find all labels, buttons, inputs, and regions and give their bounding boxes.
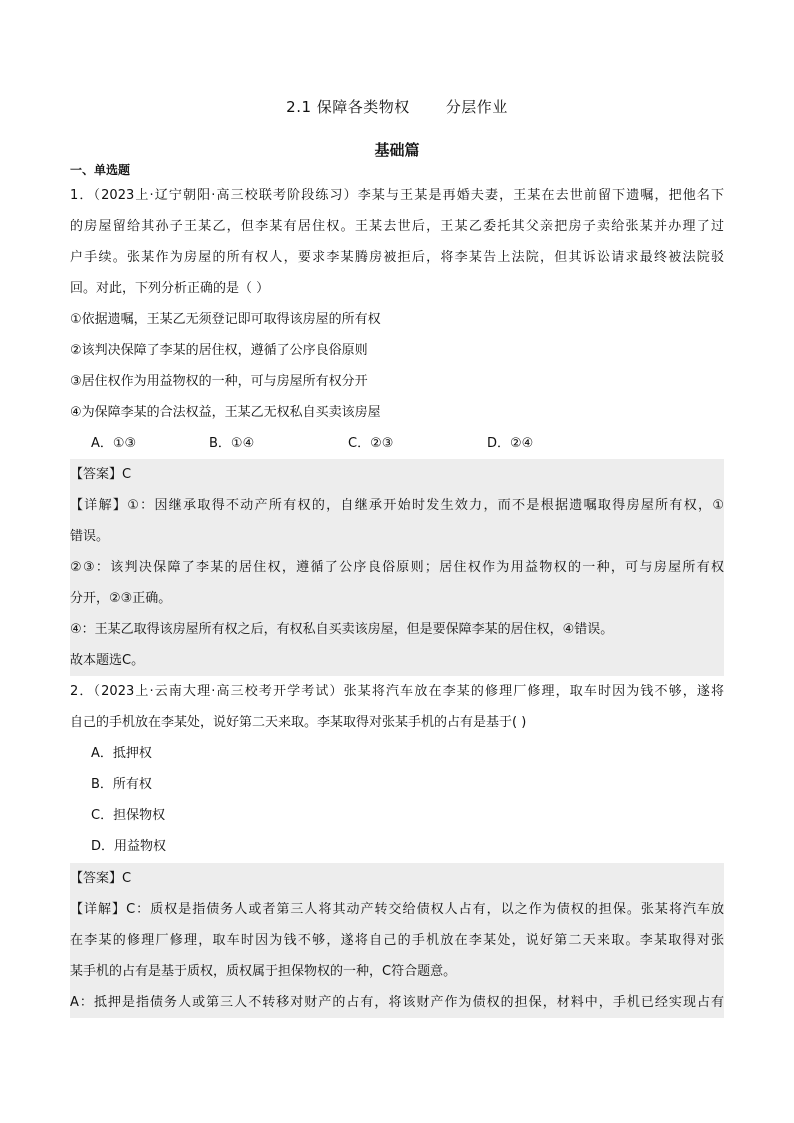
option-a: A．抵押权 xyxy=(91,746,152,761)
answer-detail-line: ④：王某乙取得该房屋所有权之后，有权私自买卖该房屋，但是要保障李某的居住权，④错误。 xyxy=(70,622,614,637)
statement-2: ②该判决保障了李某的居住权，遵循了公序良俗原则 xyxy=(70,343,368,358)
answer-detail-line: ②③：该判决保障了李某的居住权，遵循了公序良俗原则；居住权作为用益物权的一种，可与房屋所有权 xyxy=(70,560,724,575)
question-1-line: 户手续。张某作为房屋的所有权人，要求李某腾房被拒后，将李某告上法院，但其诉讼请求最终被法院驳 xyxy=(70,250,724,265)
question-1-line: 1．（2023上·辽宁朝阳·高三校联考阶段练习）李某与王某是再婚夫妻，王某在去世前留下遗嘱，把他名下 xyxy=(70,188,724,203)
section-heading: 一、单选题 xyxy=(70,163,131,177)
title-main: 2.1 保障各类物权 xyxy=(286,98,410,116)
question-1-line: 的房屋留给其孙子王某乙，但李某有居住权。王某去世后，王某乙委托其父亲把房子卖给张某并办理了过 xyxy=(70,219,724,234)
answer-detail-line: 【详解】C：质权是指债务人或者第三人将其动产转交给债权人占有，以之作为债权的担保。张某将汽车放 xyxy=(70,902,724,917)
option-b: B．所有权 xyxy=(91,777,152,792)
answer-detail-line: 某手机的占有是基于质权，质权属于担保物权的一种，C符合题意。 xyxy=(70,964,457,979)
answer-1 xyxy=(70,459,724,676)
answer-detail-line: 分开，②③正确。 xyxy=(70,591,172,606)
answer-key: 【答案】C xyxy=(70,467,132,482)
answer-detail-line: 错误。 xyxy=(70,529,110,544)
question-2-line: 2．（2023上·云南大理·高三校考开学考试）张某将汽车放在李某的修理厂修理，取车时因为钱不够，遂将 xyxy=(70,684,724,699)
answer-detail-line: 【详解】①：因继承取得不动产所有权的，自继承开始时发生效力，而不是根据遗嘱取得房屋所有权，① xyxy=(70,498,724,513)
statement-3: ③居住权作为用益物权的一种，可与房屋所有权分开 xyxy=(70,374,368,389)
page-subtitle: 基础篇 xyxy=(374,141,420,159)
option-d: D．②④ xyxy=(487,436,534,451)
option-d: D．用益物权 xyxy=(91,839,167,854)
statement-4: ④为保障李某的合法权益，王某乙无权私自买卖该房屋 xyxy=(70,405,381,420)
page-title xyxy=(0,96,794,117)
answer-detail-line: 故本题选C。 xyxy=(70,653,145,668)
question-1 xyxy=(70,180,724,459)
option-b: B．①④ xyxy=(209,436,255,451)
title-suffix: 分层作业 xyxy=(445,98,508,116)
option-a: A．①③ xyxy=(91,436,137,451)
question-2 xyxy=(70,676,724,862)
option-c: C．担保物权 xyxy=(91,808,166,823)
question-2-line: 自己的手机放在李某处，说好第二天来取。李某取得对张某手机的占有是基于( ) xyxy=(70,715,527,730)
statement-1: ①依据遗嘱，王某乙无须登记即可取得该房屋的所有权 xyxy=(70,312,381,327)
question-1-line: 回。对此，下列分析正确的是（ ） xyxy=(70,281,270,296)
answer-key: 【答案】C xyxy=(70,871,132,886)
option-c: C．②③ xyxy=(348,436,394,451)
question-1-options xyxy=(70,428,724,459)
answer-detail-line: 在李某的修理厂修理，取车时因为钱不够，遂将自己的手机放在李某处，说好第二天来取。李某取得对张 xyxy=(70,933,724,948)
answer-detail-line: A：抵押是指债务人或第三人不转移对财产的占有，将该财产作为债权的担保，材料中，手机已经实现占有 xyxy=(70,995,724,1010)
answer-2 xyxy=(70,863,724,1018)
